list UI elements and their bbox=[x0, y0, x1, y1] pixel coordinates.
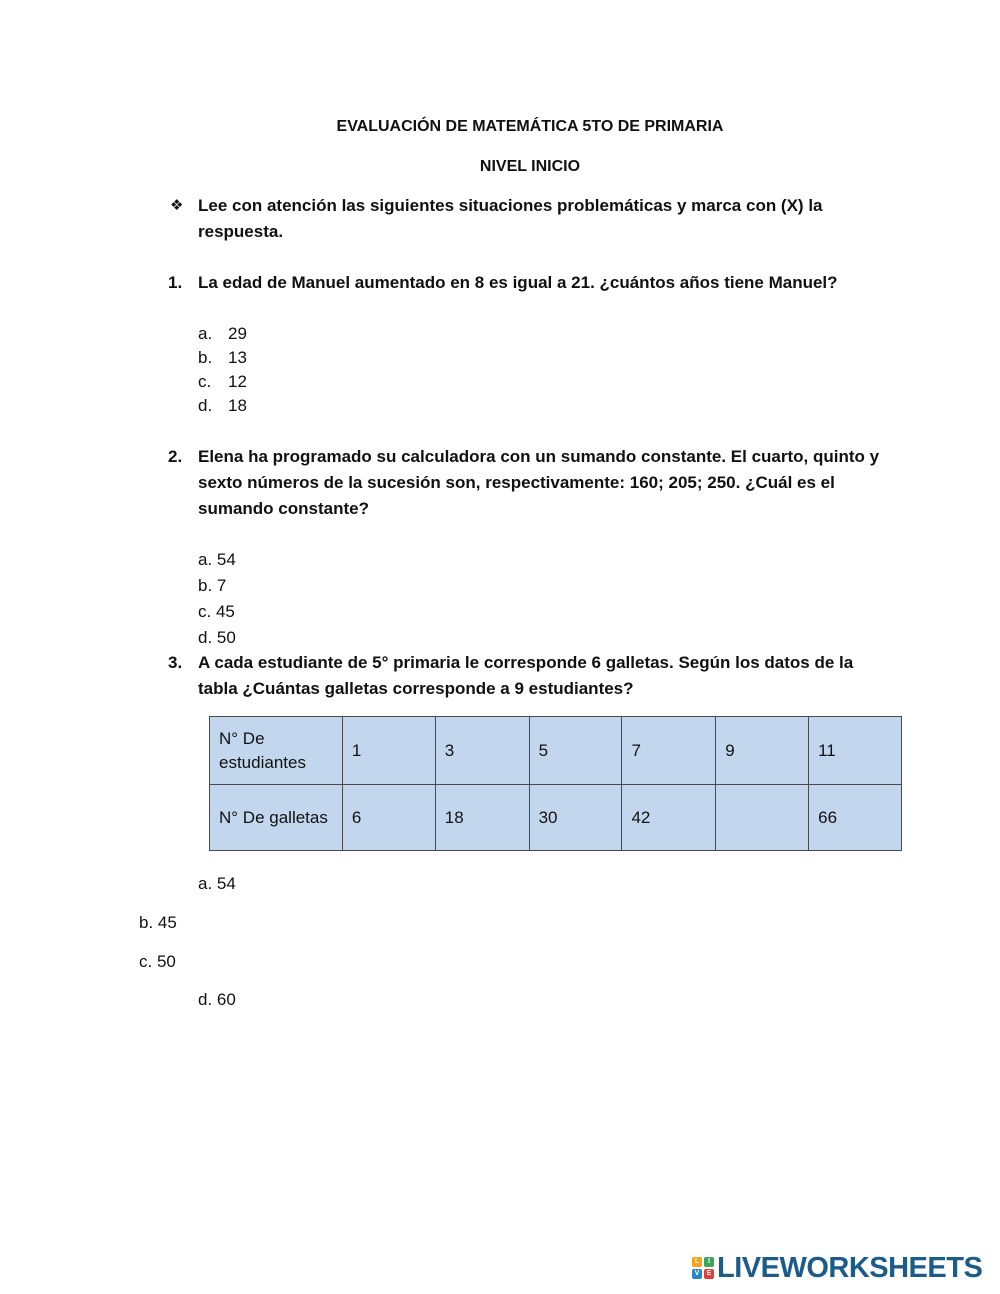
q2-option-a[interactable]: a. 54 bbox=[198, 550, 236, 569]
question-2-line-2: sexto números de la sucesión son, respectivamente: 160; 205; 250. ¿Cuál es el bbox=[198, 473, 835, 492]
table-cell: 6 bbox=[342, 785, 435, 851]
question-2-number: 2. bbox=[168, 447, 183, 466]
question-1-text: La edad de Manuel aumentado en 8 es igual a 21. ¿cuántos años tiene Manuel? bbox=[198, 273, 838, 292]
table-cell: 5 bbox=[529, 717, 622, 785]
liveworksheets-logo bbox=[692, 1253, 982, 1283]
header-line-2: estudiantes bbox=[219, 752, 306, 772]
table-cell: 11 bbox=[809, 717, 902, 785]
q3-option-a[interactable]: a. 54 bbox=[198, 874, 236, 893]
table-cell-blank-answer[interactable] bbox=[716, 785, 809, 851]
table-cell: 3 bbox=[435, 717, 529, 785]
q1-option-c-value[interactable]: 12 bbox=[228, 372, 247, 391]
table-cell: 9 bbox=[716, 717, 809, 785]
logo-block: L bbox=[692, 1257, 702, 1267]
table-header-students bbox=[210, 717, 343, 785]
q1-option-b-value[interactable]: 13 bbox=[228, 348, 247, 367]
question-3-line-1: A cada estudiante de 5° primaria le corresponde 6 galletas. Según los datos de la bbox=[198, 653, 854, 672]
question-2-line-1: Elena ha programado su calculadora con un sumando constante. El cuarto, quinto y bbox=[198, 447, 880, 466]
q1-option-c-letter[interactable]: c. bbox=[198, 372, 212, 391]
instruction-bullet-icon: ❖ bbox=[170, 197, 184, 214]
logo-block: V bbox=[692, 1269, 702, 1279]
q2-option-d[interactable]: d. 50 bbox=[198, 628, 236, 647]
q3-option-c[interactable]: c. 50 bbox=[139, 952, 176, 971]
table-cell: 66 bbox=[809, 785, 902, 851]
q3-option-d[interactable]: d. 60 bbox=[198, 990, 236, 1009]
q2-option-b[interactable]: b. 7 bbox=[198, 576, 227, 595]
q1-option-d-letter[interactable]: d. bbox=[198, 396, 213, 415]
table-header-cookies: N° De galletas bbox=[210, 785, 343, 851]
logo-block: E bbox=[704, 1269, 714, 1279]
page-title: EVALUACIÓN DE MATEMÁTICA 5TO DE PRIMARIA bbox=[336, 118, 724, 135]
q3-option-b[interactable]: b. 45 bbox=[139, 913, 177, 932]
q1-option-a-value[interactable]: 29 bbox=[228, 324, 247, 343]
q1-option-d-value[interactable]: 18 bbox=[228, 396, 247, 415]
q1-option-a-letter[interactable]: a. bbox=[198, 324, 213, 343]
table-cell: 30 bbox=[529, 785, 622, 851]
instruction-line-1: Lee con atención las siguientes situaciones problemáticas y marca con (X) la bbox=[198, 196, 823, 215]
table-row bbox=[210, 785, 902, 851]
question-2-line-3: sumando constante? bbox=[198, 499, 369, 518]
instruction-line-2: respuesta. bbox=[198, 222, 284, 241]
logo-blocks-icon bbox=[692, 1257, 714, 1279]
logo-text: LIVEWORKSHEETS bbox=[717, 1251, 983, 1284]
question-3-number: 3. bbox=[168, 653, 183, 672]
table-cell: 7 bbox=[622, 717, 716, 785]
q2-option-c[interactable]: c. 45 bbox=[198, 602, 235, 621]
q1-option-b-letter[interactable]: b. bbox=[198, 348, 213, 367]
table-cell: 1 bbox=[342, 717, 435, 785]
data-table bbox=[209, 716, 902, 851]
table-cell: 18 bbox=[435, 785, 529, 851]
table-row bbox=[210, 717, 902, 785]
logo-block: I bbox=[704, 1257, 714, 1267]
question-1-number: 1. bbox=[168, 273, 183, 292]
question-3-line-2: tabla ¿Cuántas galletas corresponde a 9 estudiantes? bbox=[198, 679, 634, 698]
table-cell: 42 bbox=[622, 785, 716, 851]
page-subtitle: NIVEL INICIO bbox=[479, 158, 581, 175]
header-line-1: N° De bbox=[219, 728, 265, 748]
